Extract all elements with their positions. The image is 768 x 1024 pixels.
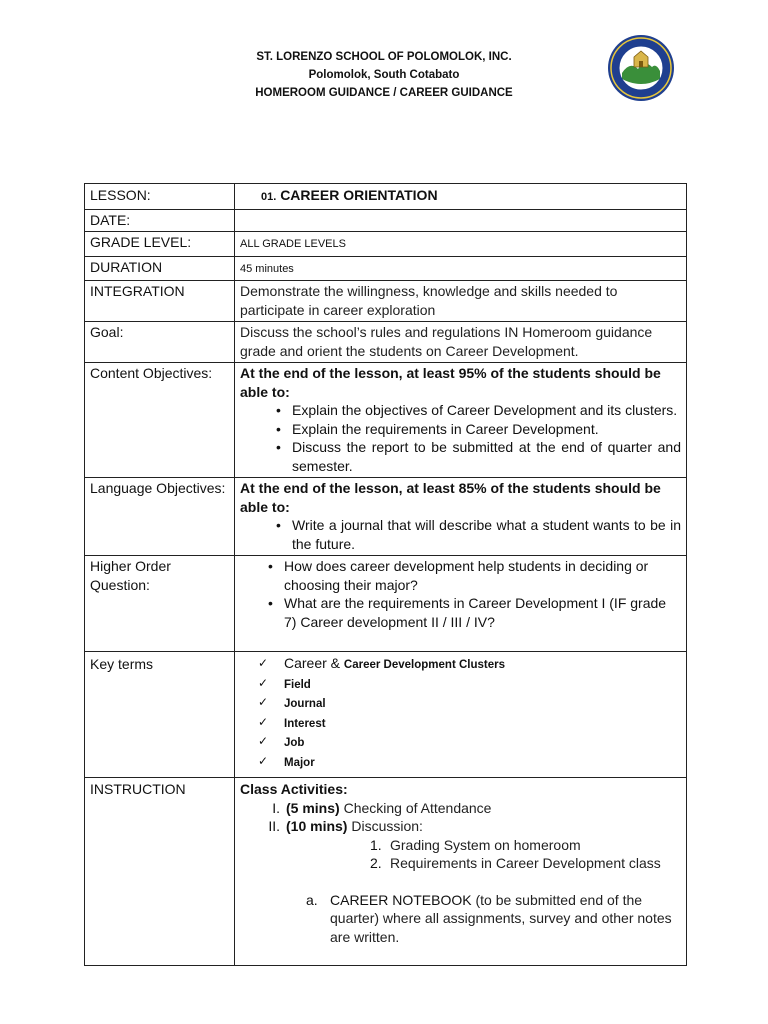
language-objectives-lead: At the end of the lesson, at least 85% of the students should be able to: [240,480,661,515]
activity-steps [240,799,681,836]
activity-step [262,817,681,836]
key-terms-label: Key terms [85,652,235,778]
list-item [258,753,681,773]
key-term: Major [284,756,315,769]
lesson-value [235,184,687,210]
step-number: I. [272,799,280,816]
career-notebook-text: (to be submitted end of the quarter) where all assignments, survey and other notes are written. [330,891,672,945]
language-objectives-row [85,478,687,556]
grade-level-row [85,232,687,257]
subject-title: HOMEROOM GUIDANCE / CAREER GUIDANCE [255,87,513,99]
step-number: II. [268,818,280,834]
lesson-plan-table [84,183,687,966]
check-icon: ✓ [258,695,269,709]
list-item: • Write a journal that will describe what a student wants to be in the future. [282,516,681,553]
list-item [258,694,681,714]
goal-label: Goal: [85,322,235,363]
language-objectives-label: Language Objectives: [85,478,235,556]
key-term: Interest [284,717,326,730]
content-objectives-row [85,363,687,478]
list-item [258,655,681,675]
list-item [258,714,681,734]
list-item: • Explain the objectives of Career Development and its clusters. [282,401,681,420]
check-icon: ✓ [258,675,269,690]
step-time: (5 mins) [286,799,340,816]
content-objectives-lead: At the end of the lesson, at least 95% of the students should be able to: [240,365,661,400]
class-activities-heading: Class Activities: [240,781,348,797]
career-notebook-item [240,891,681,947]
lesson-number: 01. [261,191,277,203]
lesson-label: LESSON: [85,184,235,210]
higher-order-question-label: Higher Order Question: [85,556,235,652]
item-number: 2. [370,855,382,871]
duration-label: DURATION [85,256,235,281]
key-term: Journal [284,698,326,710]
school-name: ST. LORENZO SCHOOL OF POLOMOLOK, INC. [256,51,512,63]
higher-order-question-row [85,556,687,652]
content-objectives-label: Content Objectives: [85,363,235,478]
item-letter: a. [306,891,318,908]
activity-step [262,799,681,818]
grade-level-value [235,232,687,257]
list-item [258,675,681,695]
integration-label: INTEGRATION [85,281,235,322]
goal-row [85,322,687,363]
list-item: • Discuss the report to be submitted at the end of quarter and semester. [282,438,681,475]
step-text: Checking of Attendance [343,799,492,816]
list-item [306,891,681,947]
key-terms-value [235,652,687,778]
list-item [370,854,681,873]
integration-value: Demonstrate the willingness, knowledge and skills needed to participate in career exploration [235,281,687,322]
higher-order-question-value [235,556,687,652]
key-term-clusters: Career Development Clusters [343,659,505,671]
school-location: Polomolok, South Cotabato [308,69,460,81]
instruction-label: INSTRUCTION [85,778,235,966]
career-notebook-title: CAREER NOTEBOOK [330,891,472,908]
list-item: • Explain the requirements in Career Development. [282,420,681,439]
list-item [370,836,681,855]
discussion-list [240,836,681,873]
item-number: 1. [370,836,382,853]
key-term: Job [284,737,305,749]
content-objectives-value [235,363,687,478]
grade-level-text: ALL GRADE LEVELS [240,238,346,250]
item-text: Grading System on homeroom [390,836,581,853]
key-term: Field [284,678,311,691]
grade-level-label: GRADE LEVEL: [85,232,235,257]
lesson-row [85,184,687,210]
date-label: DATE: [85,209,235,232]
list-item: • How does career development help students in deciding or choosing their major? [274,557,681,594]
integration-row [85,281,687,322]
higher-order-question-list [240,557,681,631]
key-term-career: Career & [284,655,341,671]
check-icon: ✓ [258,753,269,768]
check-icon: ✓ [258,656,269,670]
language-objectives-list [240,516,681,553]
lesson-title: CAREER ORIENTATION [280,187,438,203]
duration-value [235,256,687,281]
goal-value: Discuss the school’s rules and regulations IN Homeroom guidance grade and orient the students on Career Development. [235,322,687,363]
content-objectives-list [240,401,681,475]
step-text: Discussion: [351,818,423,834]
check-icon: ✓ [258,714,269,729]
list-item [258,733,681,753]
step-time: (10 mins) [286,818,348,834]
duration-text: 45 minutes [240,262,294,275]
instruction-row [85,778,687,966]
duration-row [85,256,687,281]
key-terms-list [240,655,681,772]
date-row [85,209,687,232]
check-icon: ✓ [258,734,269,748]
school-seal-icon [606,33,676,103]
list-item: • What are the requirements in Career Development I (IF grade 7) Career development II / III / IV? [274,594,681,631]
date-value [235,209,687,232]
instruction-value [235,778,687,966]
key-terms-row [85,652,687,778]
item-text: Requirements in Career Development class [390,855,661,871]
language-objectives-value [235,478,687,556]
